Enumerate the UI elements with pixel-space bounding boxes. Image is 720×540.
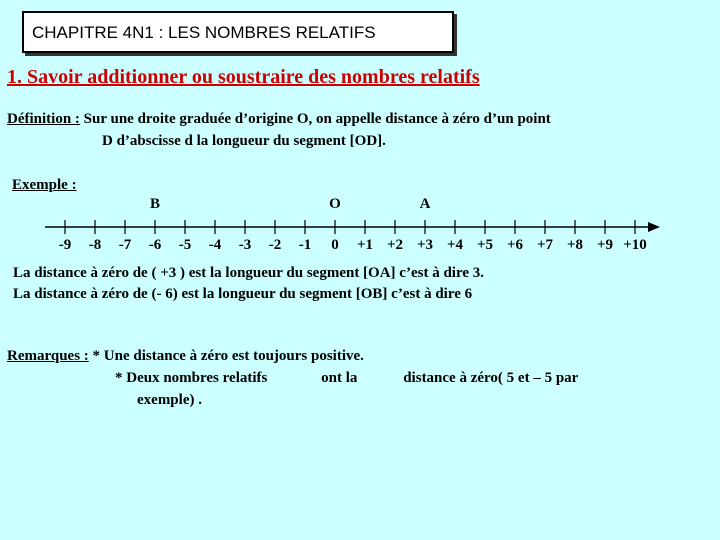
tick-label: +8: [566, 237, 584, 253]
tick-label: -9: [58, 237, 72, 253]
tick-label: +3: [416, 237, 434, 253]
remark-item-1: Une distance à zéro est toujours positive.: [100, 348, 364, 364]
hidden-word-opposes: [271, 370, 321, 387]
definition-text-2: D d’abscisse d la longueur du segment [OD].: [102, 133, 386, 149]
hidden-word-meme: [361, 370, 399, 387]
tick-label: -4: [208, 237, 222, 253]
point-label: O: [329, 196, 341, 212]
example-text-1: La distance à zéro de ( +3 ) est la longueur du segment [OA] c’est à dire 3.: [13, 265, 484, 281]
tick-label: +4: [446, 237, 464, 253]
definition-text-1: Sur une droite graduée d’origine O, on appelle distance à zéro d’un point: [79, 111, 551, 127]
tick-label: +1: [356, 237, 374, 253]
example-text-2: La distance à zéro de (- 6) est la longueur du segment [OB] c’est à dire 6: [13, 286, 473, 302]
tick-label: 0: [331, 237, 339, 253]
definition-label: Définition :: [7, 111, 80, 127]
remarks-label: Remarques :: [7, 348, 89, 364]
point-label: A: [419, 196, 431, 212]
tick-label: -2: [268, 237, 282, 253]
tick-label: -8: [88, 237, 102, 253]
axis-arrow: [648, 222, 660, 232]
tick-label: -6: [148, 237, 162, 253]
remark-line-2: [115, 370, 578, 387]
remark-item-2d: exemple) .: [137, 392, 202, 408]
point-label: B: [149, 196, 161, 212]
remark-item-2c: distance à zéro( 5 et – 5 par: [399, 370, 579, 386]
page-title: CHAPITRE 4N1 : LES NOMBRES RELATIFS: [32, 23, 376, 42]
tick-label: +6: [506, 237, 524, 253]
remark-item-2b: ont la: [321, 370, 362, 386]
tick-label: +2: [386, 237, 404, 253]
section-title: 1. Savoir additionner ou soustraire des nombres relatifs: [7, 66, 480, 88]
tick-label: +7: [536, 237, 554, 253]
tick-label: +5: [476, 237, 494, 253]
tick-label: -3: [238, 237, 252, 253]
remark-line-1: [7, 348, 364, 365]
tick-label: -5: [178, 237, 192, 253]
tick-label: +9: [596, 237, 614, 253]
tick-label: +10: [623, 237, 647, 253]
tick-label: -1: [298, 237, 312, 253]
remark-bullet-2: *: [115, 370, 123, 386]
remark-item-2a: Deux nombres relatifs: [122, 370, 272, 386]
remark-bullet-1: *: [92, 348, 101, 364]
tick-label: -7: [118, 237, 132, 253]
example-label: Exemple :: [12, 177, 77, 193]
